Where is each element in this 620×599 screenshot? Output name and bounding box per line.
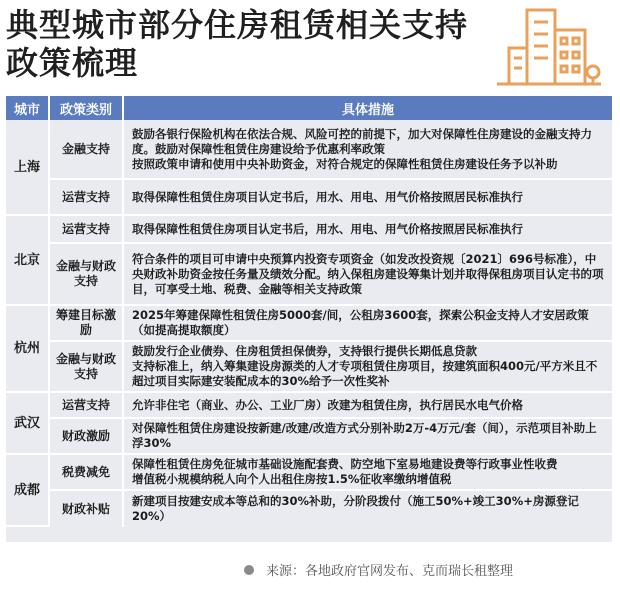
header-category: 政策类别 (50, 96, 124, 120)
measure-cell: 鼓励发行企业债券、住房租赁担保债券，支持银行提供长期低息贷款 支持标准上，纳入筹集建设房源类的人才专项租赁住房项目，按建筑面积400元/平方米且不超过项目实际建安装配成本的30%给予一次性奖补 (124, 342, 612, 393)
building-icon (497, 4, 601, 86)
category-cell: 金融支持 (50, 120, 124, 180)
measure-cell: 新建项目按建安成本等总和的30%补助，分阶段拨付（施工50%+竣工30%+房源登记20%） (132, 494, 579, 523)
table-row (6, 244, 612, 306)
category-cell: 财政激励 (50, 419, 124, 455)
measure-cell: 允许非住宅（商业、办公、工业厂房）改建为租赁住房，执行居民水电气价格 (124, 393, 612, 419)
source-note (244, 560, 513, 579)
table-row (6, 393, 612, 419)
category-cell: 筹建目标激励 (50, 306, 124, 342)
measure-cell: 保障性租赁住房免征城市基础设施配套费、防空地下室易地建设费等行政事业性收费 增值税小规模纳税人向个人出租住房按1.5%征收率缴纳增值税 (124, 455, 612, 491)
table-row (6, 419, 612, 455)
header-city: 城市 (6, 96, 50, 120)
table-row (6, 180, 612, 216)
measure-cell: 符合条件的项目可申请中央预算内投资专项资金（如发改投资规〔2021〕696号标准），中央财政补助资金按任务量及绩效分配。纳入保租房建设筹集计划并取得保租房项目认定书的项目，可享受土地、税费、金融等相关支持政策 (124, 244, 612, 306)
category-cell: 金融与财政支持 (50, 342, 124, 393)
city-wuhan: 武汉 (6, 393, 50, 455)
table-row (6, 120, 612, 180)
measure-cell: 取得保障性租赁住房项目认定书后，用水、用电、用气价格按照居民标准执行 (124, 216, 612, 244)
measure-cell: 2025年筹建保障性租赁住房5000套/间，公租房3600套，探索公积金支持人才安居政策（如提高提取额度） (124, 306, 612, 342)
table-header-row (6, 96, 612, 120)
measure-cell: 取得保障性租赁住房项目认定书后，用水、用电、用气价格按照居民标准执行 (124, 180, 612, 216)
policy-table (6, 96, 612, 542)
title-line-2: 政策梳理 (6, 44, 139, 82)
table-row (6, 491, 612, 527)
table-row (6, 216, 612, 244)
page-title (6, 6, 476, 82)
title-line-1: 典型城市部分住房租赁相关支持 (6, 6, 469, 44)
category-cell: 运营支持 (50, 216, 124, 244)
category-cell: 金融与财政支持 (50, 244, 124, 306)
table-row (6, 306, 612, 342)
city-hangzhou: 杭州 (6, 306, 50, 393)
category-cell: 运营支持 (50, 393, 124, 419)
city-chengdu: 成都 (6, 455, 50, 527)
category-cell: 税费减免 (50, 455, 124, 491)
bullet-icon (244, 565, 254, 575)
table-row (6, 455, 612, 491)
header-measures: 具体措施 (124, 96, 612, 120)
city-shanghai: 上海 (6, 120, 50, 216)
measure-cell: 鼓励各银行保险机构在依法合规、风险可控的前提下，加大对保障性住房建设的金融支持力度。鼓励对保障性租赁住房建设给予优惠利率政策 按照政策申请和使用中央补助资金，对符合规定的保障性租赁住房建设任务予以补助 (124, 120, 612, 180)
city-beijing: 北京 (6, 216, 50, 306)
source-text: 来源：各地政府官网发布、克而瑞长租整理 (266, 564, 514, 579)
category-cell: 运营支持 (50, 180, 124, 216)
measure-cell: 对保障性租赁住房建设按新建/改建/改造方式分别补助2万-4万元/套（间），示范项目补助上浮30% (124, 419, 612, 455)
category-cell: 财政补贴 (50, 491, 124, 527)
table-row (6, 342, 612, 393)
